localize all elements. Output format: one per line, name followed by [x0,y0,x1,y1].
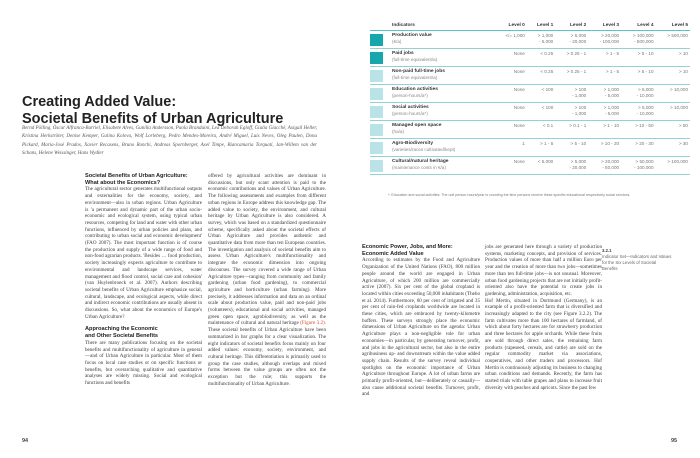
chapter-title-line2: Societal Benefits of Urban Agriculture [22,111,284,127]
level-0-value: None [494,102,527,120]
level-1-value: < 100 [527,84,555,102]
column-2-body-b: Hof Mertin, situated in Dortmund (Germany), is an example of a profit-oriented farm that is diversified and increasingly adapted to the city (see Figure 3.2.2). The farm cultivates more than 100 hectares of farmland, of which about forty hectares are for strawberry production and three hectares for apple orchards. While these fruits are sold through direct sales, the remaining farm products (rapeseed, cereals, and cattle) are sold on the regular commodity market via associations, cooperatives, and other traders and processors. Hof Mertin is continuously adjusting its business to changing urban conditions and demands. Recently, the farm has started trials with table grapes and plans to increase fruit diversity with peaches and apricots. Since the past few [485,297,602,391]
level-2-value: > 100 - 1,000 [555,84,588,102]
level-5-value: > 10,000 [656,102,690,120]
level-3-value: > 1,000 - 5,000 [588,102,621,120]
level-0-value: None [494,66,527,84]
indicator-row [370,156,690,174]
header-level-3: Level 3 [588,22,621,30]
section-body-approaching: There are many publications focusing on the societal benefits and multifunctionality of agriculture in general—and of Urban Agriculture in particular. Most of them focus on local case studies or on specific functions or benefits, but overarching qualitative and quantitative analyses are widely missing. Social and ecological functions and benefits [85,339,202,387]
level-3-value: > 20,000 - 50,000 [588,156,621,174]
indicator-color-swatch [370,124,383,136]
header-level-5: Level 5 [656,22,690,30]
indicator-table [370,22,690,175]
indicator-name: Paid jobs [392,50,414,56]
level-2-value: > 100 - 1,000 [555,102,588,120]
header-level-1: Level 1 [527,22,555,30]
indicator-unit: (person-hours/a*) [392,92,428,98]
level-1-value: < 100 [527,102,555,120]
level-5-value: > 100,000 [656,156,690,174]
level-5-value: > 30 [656,138,690,156]
right-column-2 [485,244,602,391]
left-column-1 [85,173,202,387]
level-1-value: < 0.25 [527,48,555,66]
caption-text: Indicator Set—Indicators and Values for the Six Levels of Societal Benefits [602,254,672,271]
indicator-color-swatch [370,88,383,100]
indicator-row [370,48,690,66]
level-5-value: > 10,000 [656,84,690,102]
section-heading-economic-power: Economic Power, Jobs, and More: Economic Added Value [362,244,453,257]
section-body-societal-benefits: The agricultural sector generates multifunctional outputs and externalities for the economy, society, and environment—also in urban regions. Urban Agriculture is 'a permanent and dynamic part of the urban socio-economic and ecological system, using typical urban resources, competing for land and water with other urban functions, influenced by urban policies and plans, and contributing to urban social and economic development' (FAO 2007). The most important function is of course the production and supply of a wide range of food and non-food agrarian products. 'Besides … food production, society increasingly expects agriculture to contribute to environmental and landscape services, water management and flood control, social care and cohesion' (van Huylenbroeck et al. 2007). Authors describing societal benefits of Urban Agriculture emphasize social, cultural, landscape, and ecological aspects, while direct and indirect economic contributions are usually absent in discussions. So, what about the economics of Europe's Urban Agriculture? [85,186,202,320]
level-5-value: > 10 [656,66,690,84]
chapter-title-line1: Creating Added Value: [22,94,177,110]
indicator-unit: (€/a) [392,38,402,44]
column-2-body-a: jobs are generated here through a variety of production systems, marketing concepts, and provision of services. Production values of more than half a million Euro per year and the creation of more than two jobs—sometimes more than ten full-time jobs—is not unusual. Moreover, urban food gardening projects that are not initially profit-oriented also have the potential to create jobs in gardening, administration, acquisition, etc. [485,244,602,297]
indicator-color-swatch [370,142,383,154]
indicator-color-swatch [370,34,383,46]
level-4-value: > 5,000 - 10,000 [621,102,655,120]
section-heading-approaching: Approaching the Economic and Other Societal Benefits [85,326,159,340]
chapter-title [22,94,283,128]
level-2-value: > 0.25 - 1 [555,66,588,84]
level-4-value: > 5 - 10 [621,66,655,84]
page-number-left: 94 [22,438,29,444]
indicator-unit: (varieties/races cultivated/kept) [392,146,456,152]
left-column-2 [208,173,326,388]
level-1-value: < 0.1 [527,120,555,138]
indicator-name: Education activities [392,86,438,92]
level-4-value: > 5,000 - 10,000 [621,84,655,102]
level-0-value: None [494,84,527,102]
level-5-value: > 500,000 [656,30,690,48]
indicator-color-swatch [370,160,383,172]
indicator-row [370,138,690,156]
indicator-name: Agro-Biodiversity [392,140,434,146]
level-0-value: None [494,120,527,138]
author-list: Bernd Pölling, Òscar Alfranca-Burriel, Elisabete Alves, Gunilla Andersson, Paola Branduini, Lea Deborah Egloff, Giulia Giacchè, Axigail Heller, Kristina Herkströter, Denise Kemper, Galina Kolova, Wolf Lorleberg, Pedro Mendes-Moreira, André Miguel, Luís Neves, Oleg Paulen, Dona Pickard, Maria-José Prados, Xavier Recasens, Bruno Ronchi, Andreas Spornberger, Axel Timpe, Biancamaria Torquati, Jan-Willem van der Schans, Helene Weissinger, Hans Wydler [22,126,317,157]
section-body-economic-power: According to estimates by the Food and Agriculture Organization of the United Nations (FAO), 800 million people around the world are engaged in Urban Agriculture, of which 200 million are commercially active (2007). Six per cent of the global cropland is located within cities exceeding 50,000 inhabitants (Thebo et al. 2014). Furthermore, 60 per cent of irrigated and 35 per cent of rain-fed croplands worldwide are located in these cities, which are embraced by twenty-kilometre buffers. These surveys strongly place the economic dimensions of Urban Agriculture on the agenda: Urban Agriculture plays a non-negligible role for urban economies—in particular, by generating turnover, profit, and jobs in the agricultural sector, but also in the entire agribusiness up- and downstream within the value added supply chain. Results of the survey reveal individual spotlights on the economic importance of Urban Agriculture throughout Europe. A lot of urban farms are primarily profit-oriented, but—deliberately or casually—also cause additional societal benefits. Turnover, profit, and [362,257,480,398]
indicator-unit: (full-time equivalent/a) [392,56,438,62]
indicator-row [370,120,690,138]
column-2-body: offered by agricultural activities are dominant in discussions, but only scant attention is paid to the economic contributions and values of Urban Agriculture. The following assessments and examples from different urban regions in Europe address this knowledge gap. The added value to society, the environment, and cultural heritage by Urban Agriculture is also considered. A survey, which was based on a standardized questionnaire scheme, specifically asked about the societal effects of Urban Agriculture and provides authentic and quantitative data from more than ten European countries. The investigation and analysis of societal benefits aim to assess Urban Agriculture's multifunctionality and integrate the economic dimension into ongoing discourses. The survey covered a wide range of Urban Agriculture types—ranging from community and family gardening (urban food gardening), to commercial agriculture and horticulture (urban farming). More precisely, it addresses information and data on an ordinal scale about production value, paid and non-paid jobs (volunteers), educational and social activities, managed green open space, agrobiodiversity, as well as the maintenance of cultural and natural heritage (Figure 3.2). These societal benefits of Urban Agriculture have been summarized in bar graphs for a clear visualization. The eight indicators of societal benefits focus mainly on four added values: economy, society, environment, and cultural heritage. This differentiation is primarily used to group the case studies, although overlaps and mixed forms between the value groups are often not the exception but the rule; this supports the multifunctionality of Urban Agriculture. [208,173,326,387]
section-heading-societal-benefits: Societal Benefits of Urban Agriculture: What about the Economics? [85,173,188,186]
level-2-value: > 5,000 - 20,000 [555,156,588,174]
indicator-row [370,30,690,48]
level-3-value: > 20,000 - 100,000 [588,30,621,48]
level-5-value: > 50 [656,120,690,138]
level-1-value: > 1,000 - 5,000 [527,30,555,48]
header-level-0: Level 0 [494,22,527,30]
level-3-value: > 10 - 20 [588,138,621,156]
level-1-value: > 1 - 5 [527,138,555,156]
level-3-value: > 1 - 5 [588,48,621,66]
header-indicators: Indicators [390,22,494,30]
indicator-name: Social activities [392,104,429,110]
level-4-value: > 100,000 - 500,000 [621,30,655,48]
indicator-unit: (person-hours/a*) [392,110,428,116]
right-column-1 [362,244,480,398]
indicator-color-swatch [370,52,383,64]
level-4-value: > 5 - 10 [621,48,655,66]
level-5-value: > 10 [656,48,690,66]
level-0-value: None [494,156,527,174]
indicator-row [370,102,690,120]
level-0-value: None [494,48,527,66]
caption-number: 3.2.1 [602,248,612,253]
level-3-value: > 1,000 - 5,000 [588,84,621,102]
header-level-2: Level 2 [555,22,588,30]
right-page [350,0,700,458]
indicator-unit: (maintenance costs in €/a) [392,164,446,170]
indicator-unit: (ha/a) [392,128,405,134]
figure-caption [602,248,672,272]
page-number-right: 95 [671,438,678,444]
level-1-value: < 0.25 [527,66,555,84]
indicator-color-swatch [370,70,383,82]
level-3-value: > 1 - 10 [588,120,621,138]
indicator-color-swatch [370,106,383,118]
level-0-value: </= 1,000 [494,30,527,48]
level-2-value: > 5 - 10 [555,138,588,156]
level-3-value: > 1 - 5 [588,66,621,84]
indicator-row [370,84,690,102]
level-4-value: > 20 - 30 [621,138,655,156]
level-2-value: > 5,000 - 20,000 [555,30,588,48]
indicator-name: Production value [392,32,432,38]
level-2-value: > 0.1 - 1 [555,120,588,138]
level-4-value: > 10 - 50 [621,120,655,138]
level-1-value: < 5,000 [527,156,555,174]
indicator-name: Cultural/natural heritage [392,158,449,164]
indicator-name: Managed open space [392,122,442,128]
indicator-name: Non-paid full-time jobs [392,68,445,74]
figure-reference-link[interactable]: (Figure 3.2). [300,320,326,327]
level-4-value: > 50,000 - 100,000 [621,156,655,174]
header-level-4: Level 4 [621,22,655,30]
indicator-row [370,66,690,84]
indicator-table-header [370,22,690,30]
indicator-unit: (full-time equivalent/a) [392,74,438,80]
level-2-value: > 0.25 - 1 [555,48,588,66]
table-footnote: *: Education and social activities: The unit person-hours/year is counting the time persons receive these specific educational respectively social services. [388,193,631,197]
level-0-value: 1 [494,138,527,156]
